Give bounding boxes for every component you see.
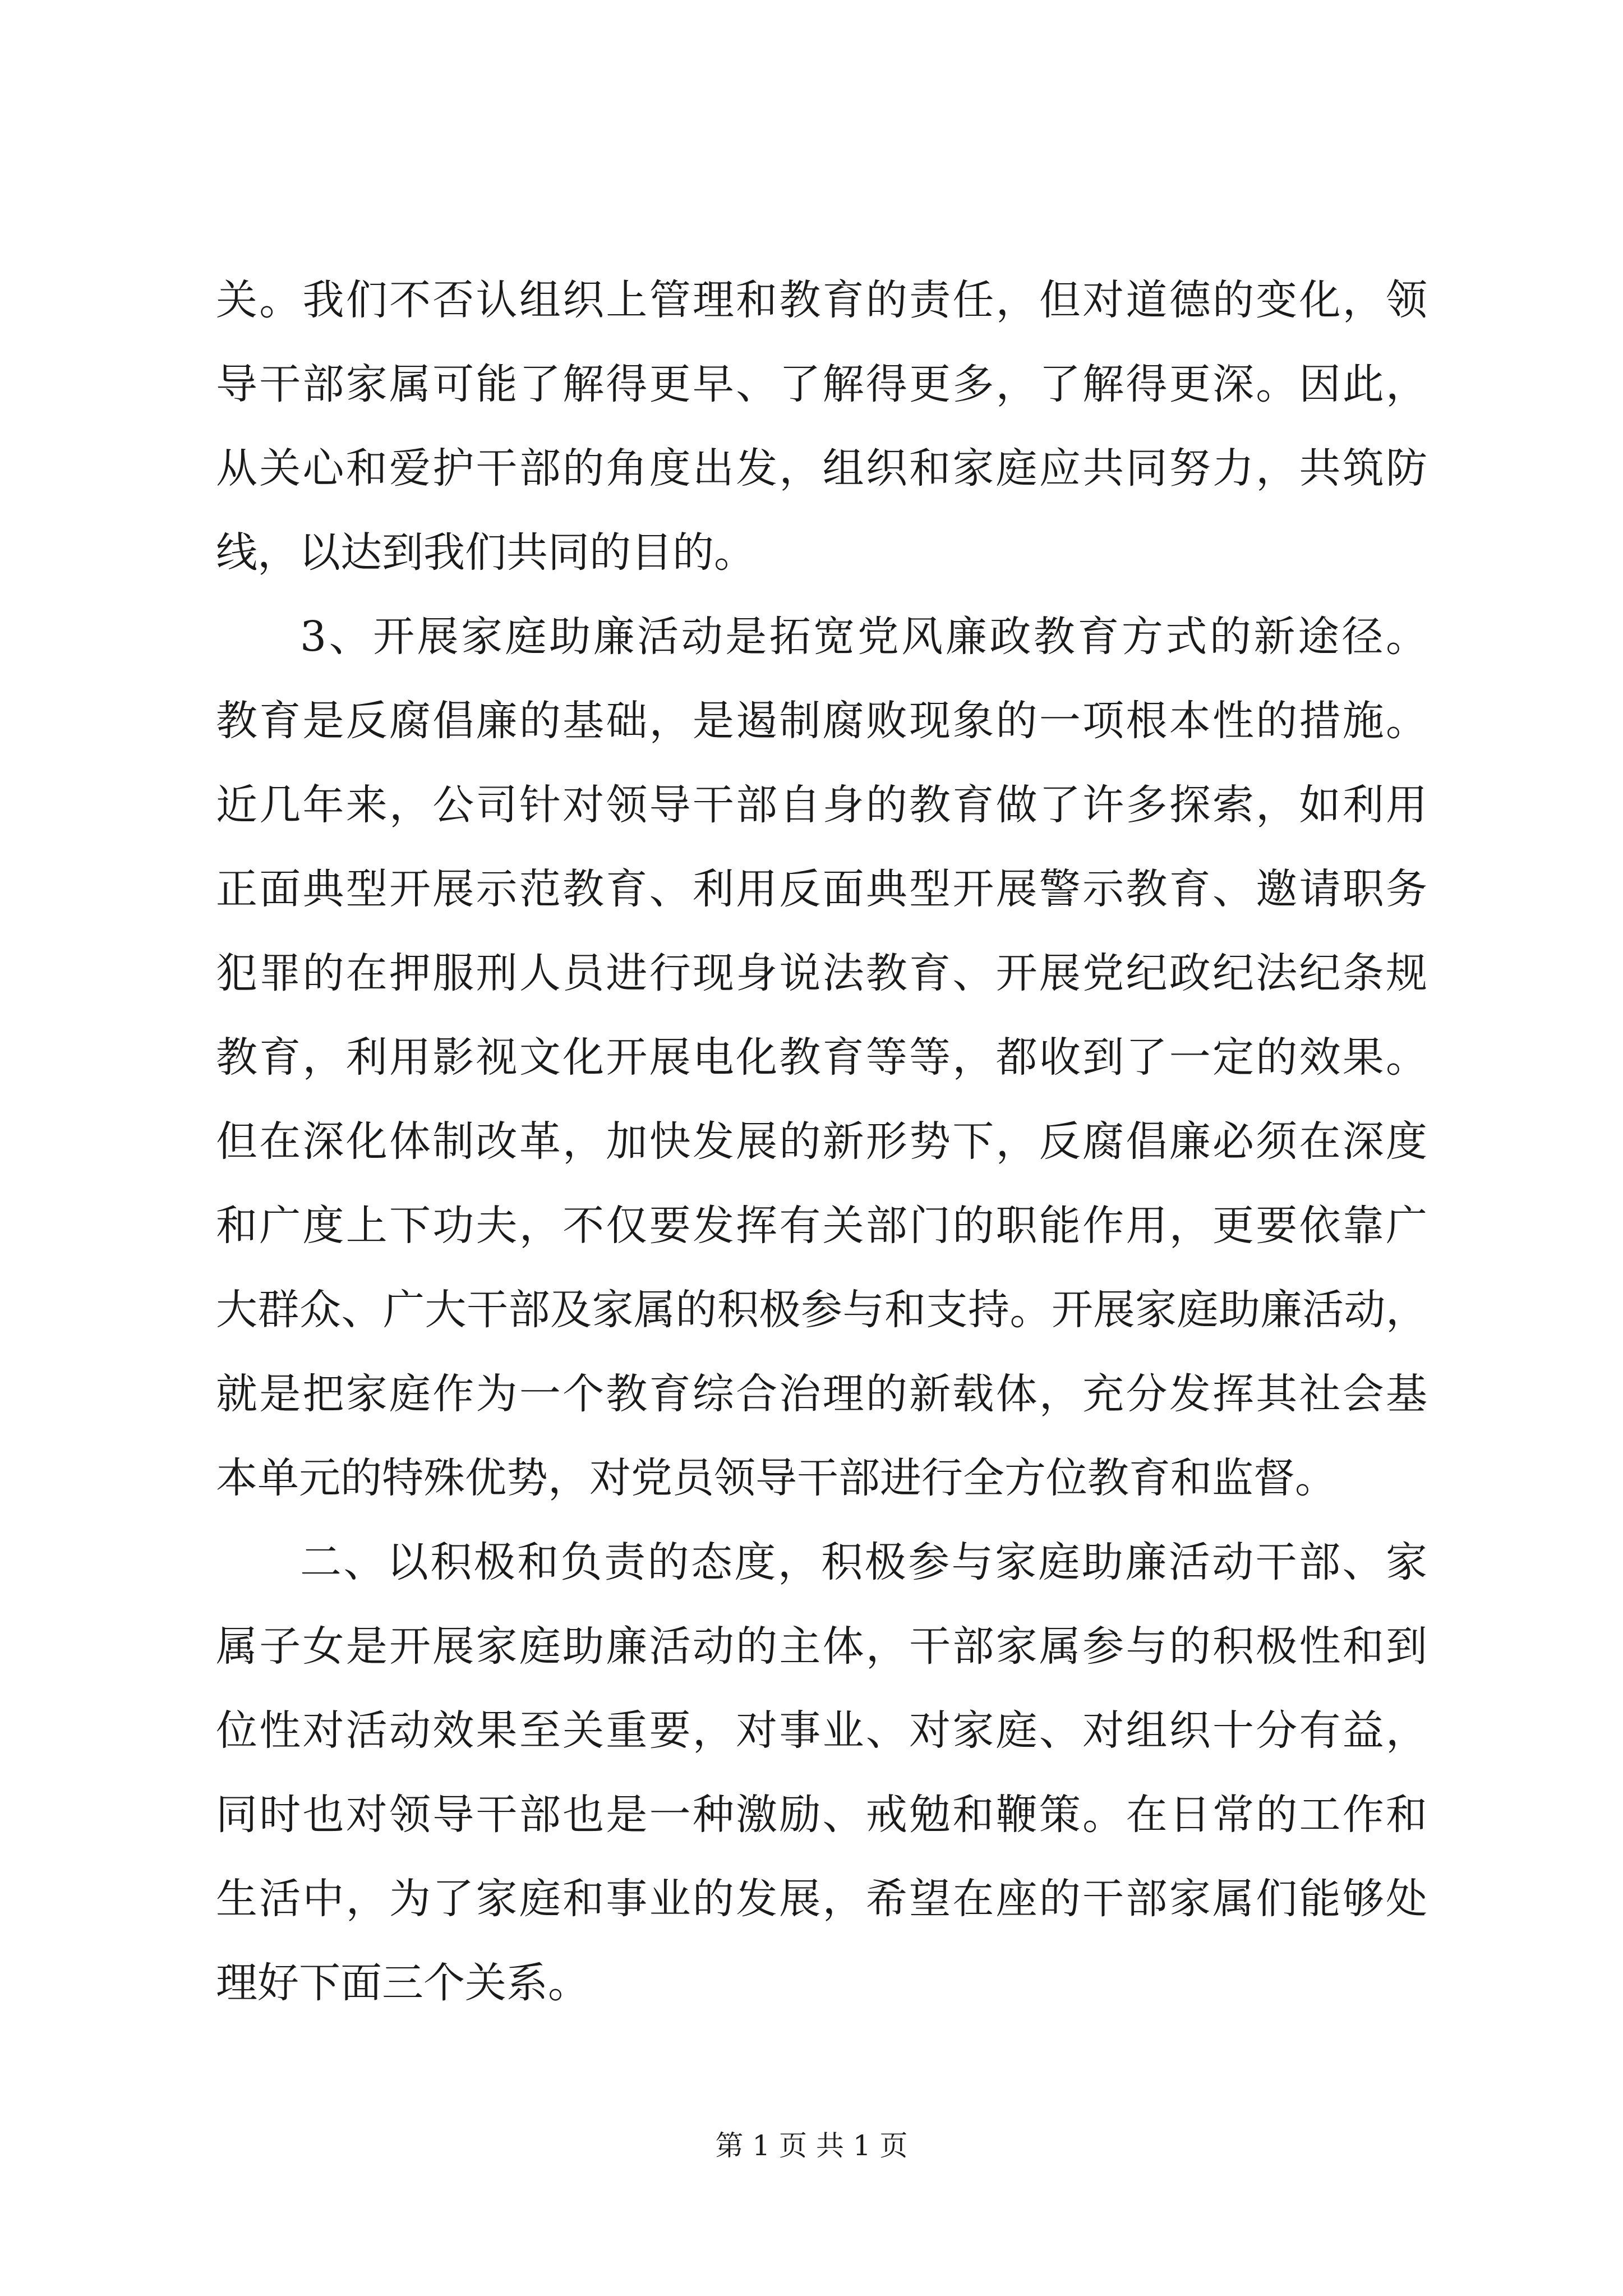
body-line-8: 正面典型开展示范教育、利用反面典型开展警示教育、邀请职务 <box>216 865 1427 913</box>
body-line-21: 理好下面三个关系。 <box>216 1959 589 2007</box>
body-line-7: 近几年来，公司针对领导干部自身的教育做了许多探索，如利用 <box>216 781 1427 829</box>
body-line-4: 线，以达到我们共同的目的。 <box>216 528 755 577</box>
body-line-17: 属子女是开展家庭助廉活动的主体，干部家属参与的积极性和到 <box>216 1622 1427 1671</box>
body-line-19: 同时也对领导干部也是一种激励、戒勉和鞭策。在日常的工作和 <box>216 1791 1427 1839</box>
body-line-11: 但在深化体制改革，加快发展的新形势下，反腐倡廉必须在深度 <box>216 1117 1427 1166</box>
body-line-1: 关。我们不否认组织上管理和教育的责任，但对道德的变化，领 <box>216 276 1427 324</box>
body-line-9: 犯罪的在押服刑人员进行现身说法教育、开展党纪政纪法纪条规 <box>216 949 1427 997</box>
body-line-5: 3、开展家庭助廉活动是拓宽党风廉政教育方式的新途径。 <box>300 613 1427 661</box>
body-line-18: 位性对活动效果至关重要，对事业、对家庭、对组织十分有益， <box>216 1706 1427 1755</box>
body-line-2: 导干部家属可能了解得更早、了解得更多，了解得更深。因此， <box>216 360 1427 408</box>
body-line-15: 本单元的特殊优势，对党员领导干部进行全方位教育和监督。 <box>216 1454 1336 1502</box>
body-line-20: 生活中，为了家庭和事业的发展，希望在座的干部家属们能够处 <box>216 1875 1427 1923</box>
body-line-14: 就是把家庭作为一个教育综合治理的新载体，充分发挥其社会基 <box>216 1370 1427 1418</box>
body-line-12: 和广度上下功夫，不仅要发挥有关部门的职能作用，更要依靠广 <box>216 1202 1427 1250</box>
body-line-10: 教育，利用影视文化开展电化教育等等，都收到了一定的效果。 <box>216 1033 1427 1082</box>
body-line-16: 二、以积极和负责的态度，积极参与家庭助廉活动干部、家 <box>300 1538 1427 1586</box>
body-line-6: 教育是反腐倡廉的基础，是遏制腐败现象的一项根本性的措施。 <box>216 697 1427 745</box>
body-line-13: 大群众、广大干部及家属的积极参与和支持。开展家庭助廉活动， <box>216 1286 1427 1334</box>
body-line-3: 从关心和爱护干部的角度出发，组织和家庭应共同努力，共筑防 <box>216 444 1427 493</box>
page-footer: 第 1 页 共 1 页 <box>715 2129 908 2162</box>
